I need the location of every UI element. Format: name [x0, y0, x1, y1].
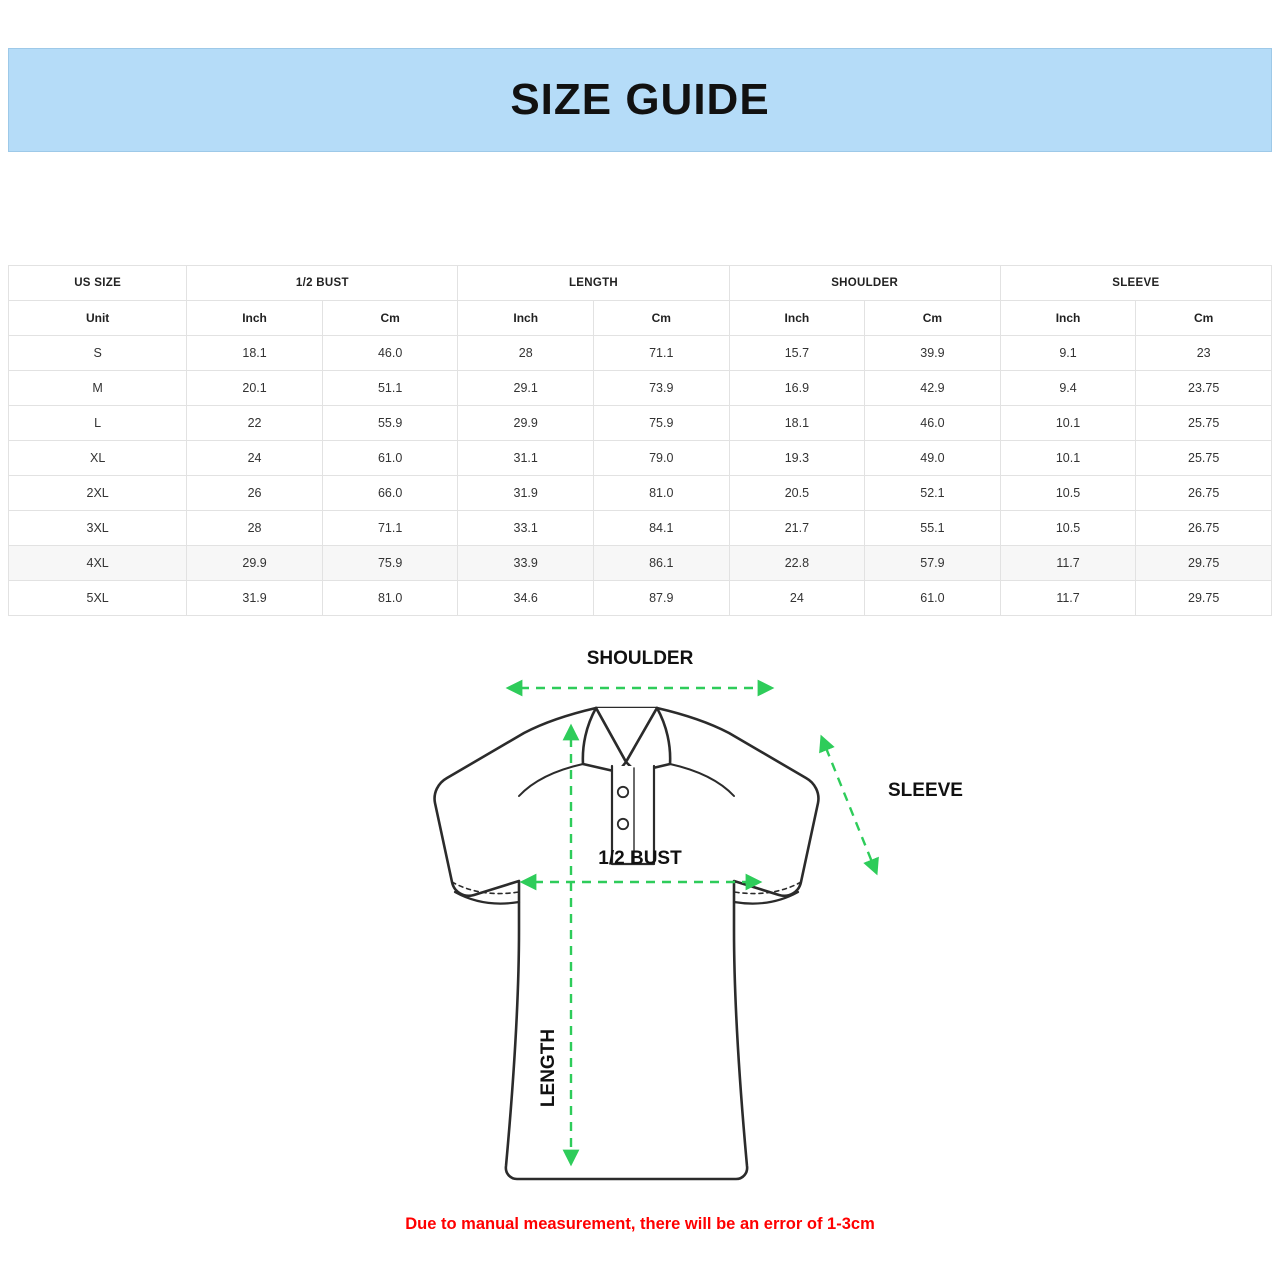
- cell-sleeve-cm: 25.75: [1136, 441, 1272, 476]
- cell-sleeve-inch: 9.4: [1000, 371, 1136, 406]
- cell-shoulder-inch: 18.1: [729, 406, 865, 441]
- cell-size: M: [9, 371, 187, 406]
- cell-shoulder-inch: 24: [729, 581, 865, 616]
- bust-label: 1/2 BUST: [598, 848, 682, 869]
- unit-shoulder-cm: Cm: [865, 301, 1001, 336]
- unit-sleeve-cm: Cm: [1136, 301, 1272, 336]
- unit-bust-cm: Cm: [322, 301, 458, 336]
- cell-bust-cm: 55.9: [322, 406, 458, 441]
- page-title: SIZE GUIDE: [510, 75, 770, 124]
- cell-length-inch: 34.6: [458, 581, 594, 616]
- table-row: [9, 476, 1272, 511]
- column-header-sleeve: SLEEVE: [1000, 266, 1271, 301]
- cell-shoulder-inch: 19.3: [729, 441, 865, 476]
- cell-bust-inch: 29.9: [187, 546, 323, 581]
- cell-shoulder-cm: 52.1: [865, 476, 1001, 511]
- table-row: [9, 546, 1272, 581]
- column-header-length: LENGTH: [458, 266, 729, 301]
- cell-size: 2XL: [9, 476, 187, 511]
- cell-bust-inch: 18.1: [187, 336, 323, 371]
- size-guide-header: [8, 48, 1272, 152]
- cell-shoulder-cm: 49.0: [865, 441, 1001, 476]
- unit-shoulder-inch: Inch: [729, 301, 865, 336]
- table-row: [9, 371, 1272, 406]
- cell-bust-cm: 51.1: [322, 371, 458, 406]
- cell-sleeve-inch: 10.1: [1000, 406, 1136, 441]
- cell-size: L: [9, 406, 187, 441]
- cell-shoulder-cm: 61.0: [865, 581, 1001, 616]
- cell-bust-inch: 24: [187, 441, 323, 476]
- table-row: [9, 511, 1272, 546]
- sleeve-label: SLEEVE: [888, 780, 963, 801]
- cell-bust-inch: 31.9: [187, 581, 323, 616]
- cell-length-inch: 29.9: [458, 406, 594, 441]
- table-group-header-row: [9, 266, 1272, 301]
- column-header-us-size: US SIZE: [9, 266, 187, 301]
- cell-sleeve-cm: 26.75: [1136, 511, 1272, 546]
- size-table-container: [8, 265, 1272, 616]
- table-row: [9, 441, 1272, 476]
- cell-sleeve-inch: 11.7: [1000, 581, 1136, 616]
- polo-shirt-illustration: [435, 708, 819, 1179]
- cell-size: 4XL: [9, 546, 187, 581]
- cell-bust-cm: 66.0: [322, 476, 458, 511]
- measurement-disclaimer: Due to manual measurement, there will be an error of 1-3cm: [405, 1215, 875, 1233]
- cell-bust-inch: 22: [187, 406, 323, 441]
- cell-length-inch: 28: [458, 336, 594, 371]
- cell-length-cm: 79.0: [594, 441, 730, 476]
- cell-shoulder-inch: 20.5: [729, 476, 865, 511]
- unit-sleeve-inch: Inch: [1000, 301, 1136, 336]
- cell-bust-cm: 71.1: [322, 511, 458, 546]
- table-row: [9, 336, 1272, 371]
- shoulder-label: SHOULDER: [586, 648, 694, 669]
- cell-sleeve-cm: 23: [1136, 336, 1272, 371]
- cell-bust-inch: 28: [187, 511, 323, 546]
- cell-sleeve-cm: 29.75: [1136, 581, 1272, 616]
- cell-length-inch: 31.9: [458, 476, 594, 511]
- cell-sleeve-inch: 10.5: [1000, 476, 1136, 511]
- cell-length-inch: 31.1: [458, 441, 594, 476]
- cell-size: 3XL: [9, 511, 187, 546]
- column-header-shoulder: SHOULDER: [729, 266, 1000, 301]
- cell-bust-inch: 26: [187, 476, 323, 511]
- cell-shoulder-cm: 46.0: [865, 406, 1001, 441]
- cell-bust-cm: 75.9: [322, 546, 458, 581]
- cell-sleeve-inch: 10.5: [1000, 511, 1136, 546]
- cell-shoulder-cm: 39.9: [865, 336, 1001, 371]
- cell-size: 5XL: [9, 581, 187, 616]
- cell-size: XL: [9, 441, 187, 476]
- cell-sleeve-inch: 9.1: [1000, 336, 1136, 371]
- unit-label: Unit: [9, 301, 187, 336]
- cell-sleeve-cm: 29.75: [1136, 546, 1272, 581]
- cell-size: S: [9, 336, 187, 371]
- table-unit-row: [9, 301, 1272, 336]
- cell-bust-cm: 81.0: [322, 581, 458, 616]
- sleeve-measure-arrow: [826, 748, 872, 862]
- cell-bust-inch: 20.1: [187, 371, 323, 406]
- cell-length-cm: 87.9: [594, 581, 730, 616]
- cell-shoulder-inch: 15.7: [729, 336, 865, 371]
- size-chart-table: [8, 265, 1272, 616]
- length-label: LENGTH: [538, 1028, 559, 1108]
- cell-length-inch: 33.9: [458, 546, 594, 581]
- cell-shoulder-cm: 57.9: [865, 546, 1001, 581]
- cell-sleeve-cm: 23.75: [1136, 371, 1272, 406]
- unit-length-cm: Cm: [594, 301, 730, 336]
- column-header-bust: 1/2 BUST: [187, 266, 458, 301]
- cell-sleeve-inch: 10.1: [1000, 441, 1136, 476]
- cell-length-cm: 81.0: [594, 476, 730, 511]
- cell-sleeve-cm: 25.75: [1136, 406, 1272, 441]
- cell-length-cm: 71.1: [594, 336, 730, 371]
- unit-length-inch: Inch: [458, 301, 594, 336]
- table-row: [9, 406, 1272, 441]
- cell-length-cm: 84.1: [594, 511, 730, 546]
- cell-length-cm: 73.9: [594, 371, 730, 406]
- cell-length-inch: 29.1: [458, 371, 594, 406]
- cell-sleeve-inch: 11.7: [1000, 546, 1136, 581]
- cell-shoulder-cm: 42.9: [865, 371, 1001, 406]
- measurement-diagram: [0, 630, 1280, 1200]
- cell-shoulder-inch: 21.7: [729, 511, 865, 546]
- cell-shoulder-inch: 16.9: [729, 371, 865, 406]
- cell-bust-cm: 61.0: [322, 441, 458, 476]
- cell-length-inch: 33.1: [458, 511, 594, 546]
- table-row: [9, 581, 1272, 616]
- unit-bust-inch: Inch: [187, 301, 323, 336]
- cell-shoulder-inch: 22.8: [729, 546, 865, 581]
- cell-sleeve-cm: 26.75: [1136, 476, 1272, 511]
- cell-length-cm: 75.9: [594, 406, 730, 441]
- cell-bust-cm: 46.0: [322, 336, 458, 371]
- cell-shoulder-cm: 55.1: [865, 511, 1001, 546]
- cell-length-cm: 86.1: [594, 546, 730, 581]
